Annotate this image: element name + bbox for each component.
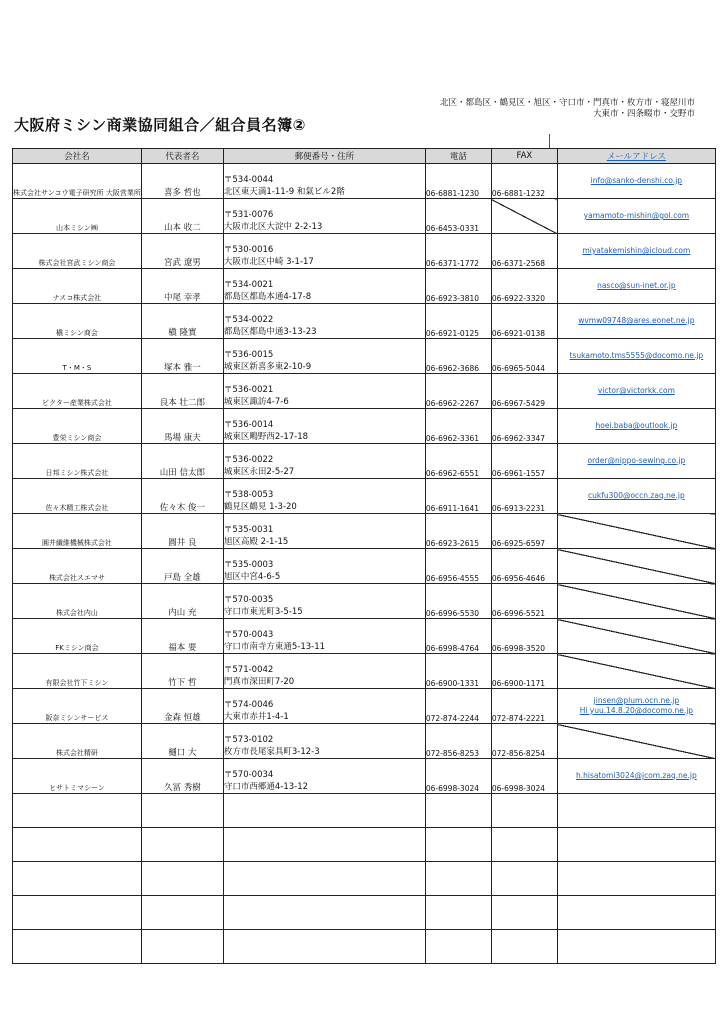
fax-number: 06-6881-1232 xyxy=(491,189,546,198)
email-cell xyxy=(557,234,715,269)
company-cell xyxy=(13,374,142,409)
blank-cell xyxy=(223,828,425,862)
fax-number: 06-6996-5521 xyxy=(491,609,546,618)
table-row xyxy=(13,724,716,759)
representative-cell xyxy=(141,654,223,689)
fax-number: 06-6962-3347 xyxy=(491,434,546,443)
phone-number: 06-6998-4764 xyxy=(425,644,480,653)
table-header-row xyxy=(13,149,716,164)
company-cell xyxy=(13,654,142,689)
blank-cell xyxy=(141,862,223,896)
fax-cell xyxy=(491,724,557,759)
phone-number: 06-6881-1230 xyxy=(425,189,480,198)
postal-code: 〒536-0014 xyxy=(223,420,274,430)
fax-cell xyxy=(491,479,557,514)
table-row xyxy=(13,759,716,794)
phone-number: 06-6923-2615 xyxy=(425,539,480,548)
address-cell xyxy=(223,654,425,689)
blank-cell xyxy=(223,794,425,828)
representative-name: 山本 收二 xyxy=(164,223,201,233)
representative-cell xyxy=(141,549,223,584)
street-address: 旭区中宮4-6-5 xyxy=(223,572,281,582)
email-cell xyxy=(557,164,715,199)
company-name: 有限会社竹下ミシン xyxy=(45,679,109,687)
table-row xyxy=(13,549,716,584)
postal-code: 〒570-0043 xyxy=(223,630,274,640)
phone-cell xyxy=(425,514,491,549)
fax-cell xyxy=(491,444,557,479)
table-row xyxy=(13,619,716,654)
phone-number: 072-856-8253 xyxy=(425,749,480,758)
fax-cell xyxy=(491,234,557,269)
address-cell xyxy=(223,514,425,549)
company-cell xyxy=(13,339,142,374)
service-areas-line-2: 大東市・四条畷市・交野市 xyxy=(592,109,695,119)
email-cell-empty xyxy=(557,619,715,654)
blank-cell xyxy=(491,794,557,828)
email-link[interactable]: cukfu300@occn.zaq.ne.jp xyxy=(588,491,685,500)
phone-cell xyxy=(425,339,491,374)
postal-code: 〒535-0031 xyxy=(223,525,274,535)
phone-cell xyxy=(425,304,491,339)
phone-cell xyxy=(425,759,491,794)
fax-number: 06-6913-2231 xyxy=(491,504,546,513)
header-company: 会社名 xyxy=(13,149,142,164)
email-link[interactable]: miyatakemishin@icloud.com xyxy=(582,246,691,255)
email-link[interactable]: nasco@sun-inet.or.jp xyxy=(597,281,676,290)
divider-tick xyxy=(549,134,550,148)
company-name: 阪奈ミシンサービス xyxy=(45,714,109,722)
phone-number: 06-6453-0331 xyxy=(425,224,480,233)
representative-cell xyxy=(141,339,223,374)
representative-cell xyxy=(141,619,223,654)
company-name: 株式会社スエマサ xyxy=(48,574,105,582)
address-cell xyxy=(223,339,425,374)
representative-name: 樋口 大 xyxy=(168,748,197,758)
phone-cell xyxy=(425,444,491,479)
phone-number: 06-6371-1772 xyxy=(425,259,480,268)
fax-number: 06-6998-3520 xyxy=(491,644,546,653)
postal-code: 〒534-0022 xyxy=(223,315,274,325)
phone-number: 06-6900-1331 xyxy=(425,679,480,688)
company-name: 佐々木精工株式会社 xyxy=(45,504,109,512)
company-cell xyxy=(13,234,142,269)
representative-cell xyxy=(141,759,223,794)
blank-cell xyxy=(13,896,142,930)
company-cell xyxy=(13,584,142,619)
blank-cell xyxy=(557,896,715,930)
email-cell-empty xyxy=(557,514,715,549)
email-cell xyxy=(557,409,715,444)
fax-cell xyxy=(491,269,557,304)
representative-cell xyxy=(141,199,223,234)
email-link[interactable]: order@nippo-sewing.co.jp xyxy=(587,456,686,465)
representative-name: 久冨 秀樹 xyxy=(164,783,201,793)
address-cell xyxy=(223,444,425,479)
representative-name: 喜多 哲也 xyxy=(164,188,201,198)
fax-cell xyxy=(491,514,557,549)
representative-name: 山田 信太郎 xyxy=(159,468,205,478)
header-fax: FAX xyxy=(491,149,557,164)
table-row xyxy=(13,199,716,234)
representative-name: 塚本 雅一 xyxy=(164,363,201,373)
street-address: 鶴見区鶴見 1-3-20 xyxy=(223,502,297,512)
company-name: 株式会社内山 xyxy=(55,609,98,617)
email-link[interactable]: hoei.baba@outlook.jp xyxy=(595,421,678,430)
email-link[interactable]: h.hisatomi3024@jcom.zaq.ne.jp xyxy=(576,771,697,780)
postal-code: 〒574-0046 xyxy=(223,700,274,710)
company-cell xyxy=(13,724,142,759)
blank-cell xyxy=(425,794,491,828)
blank-cell xyxy=(491,828,557,862)
blank-cell xyxy=(425,930,491,964)
representative-cell xyxy=(141,164,223,199)
phone-cell xyxy=(425,724,491,759)
address-cell xyxy=(223,199,425,234)
table-row xyxy=(13,444,716,479)
blank-cell xyxy=(491,896,557,930)
phone-cell xyxy=(425,479,491,514)
street-address: 門真市深田町7-20 xyxy=(223,677,295,687)
blank-cell xyxy=(13,828,142,862)
representative-name: 馬場 康夫 xyxy=(164,433,201,443)
fax-number: 06-6922-3320 xyxy=(491,294,546,303)
email-cell-empty xyxy=(557,724,715,759)
address-cell xyxy=(223,164,425,199)
street-address: 旭区高殿 2-1-15 xyxy=(223,537,289,547)
address-cell xyxy=(223,304,425,339)
company-cell xyxy=(13,689,142,724)
blank-cell xyxy=(491,930,557,964)
phone-number: 06-6923-3810 xyxy=(425,294,480,303)
address-cell xyxy=(223,689,425,724)
email-cell xyxy=(557,444,715,479)
phone-cell xyxy=(425,409,491,444)
phone-number: 072-874-2244 xyxy=(425,714,480,723)
email-cell xyxy=(557,374,715,409)
street-address: 北区東天満1-11-9 和氣ビル2階 xyxy=(223,187,345,197)
header-representative: 代表者名 xyxy=(141,149,223,164)
phone-cell xyxy=(425,374,491,409)
postal-code: 〒573-0102 xyxy=(223,735,274,745)
blank-cell xyxy=(425,862,491,896)
email-cell-empty xyxy=(557,549,715,584)
representative-name: 槇 隆實 xyxy=(168,328,197,338)
blank-cell xyxy=(425,896,491,930)
blank-cell xyxy=(223,896,425,930)
company-name: 槇ミシン商会 xyxy=(56,329,98,337)
fax-cell xyxy=(491,689,557,724)
fax-number: 06-6925-6597 xyxy=(491,539,546,548)
fax-number: 072-856-8254 xyxy=(491,749,546,758)
blank-row xyxy=(13,794,716,828)
representative-name: 竹下 哲 xyxy=(168,678,197,688)
phone-number: 06-6956-4555 xyxy=(425,574,480,583)
blank-cell xyxy=(13,930,142,964)
blank-cell xyxy=(141,794,223,828)
email-link[interactable]: wvmw09748@ares.eonet.ne.jp xyxy=(578,316,695,325)
fax-cell xyxy=(491,549,557,584)
address-cell xyxy=(223,409,425,444)
company-name: 株式会社宮武ミシン商会 xyxy=(38,259,116,267)
table-row xyxy=(13,514,716,549)
phone-cell xyxy=(425,234,491,269)
blank-cell xyxy=(13,794,142,828)
phone-cell xyxy=(425,199,491,234)
blank-cell xyxy=(141,828,223,862)
email-cell xyxy=(557,479,715,514)
representative-cell xyxy=(141,584,223,619)
company-name: 日邦ミシン株式会社 xyxy=(45,469,109,477)
postal-code: 〒570-0035 xyxy=(223,595,274,605)
fax-number: 072-874-2221 xyxy=(491,714,546,723)
blank-row xyxy=(13,930,716,964)
company-cell xyxy=(13,164,142,199)
email-link[interactable]: victor@victorkk.com xyxy=(597,386,675,395)
email-cell-empty xyxy=(557,584,715,619)
address-cell xyxy=(223,724,425,759)
representative-cell xyxy=(141,479,223,514)
company-name: ナスコ株式会社 xyxy=(52,294,102,302)
street-address: 大東市赤井1-4-1 xyxy=(223,712,289,722)
postal-code: 〒530-0016 xyxy=(223,245,274,255)
header-email: メールアドレス xyxy=(557,149,715,164)
fax-cell xyxy=(491,339,557,374)
postal-code: 〒536-0022 xyxy=(223,455,274,465)
postal-code: 〒531-0076 xyxy=(223,210,274,220)
phone-number: 06-6962-6551 xyxy=(425,469,480,478)
street-address: 城東区新喜多東2-10-9 xyxy=(223,362,312,372)
representative-name: 圓井 良 xyxy=(168,538,197,548)
postal-code: 〒570-0034 xyxy=(223,770,274,780)
representative-cell xyxy=(141,444,223,479)
blank-row xyxy=(13,862,716,896)
phone-number: 06-6998-3024 xyxy=(425,784,480,793)
fax-cell xyxy=(491,584,557,619)
address-cell xyxy=(223,584,425,619)
representative-name: 中尾 幸孝 xyxy=(164,293,201,303)
company-name: 豊栄ミシン商会 xyxy=(52,434,102,442)
street-address: 守口市西郷通4-13-12 xyxy=(223,782,309,792)
company-cell xyxy=(13,759,142,794)
representative-name: 佐々木 俊一 xyxy=(159,503,205,513)
blank-cell xyxy=(557,828,715,862)
fax-cell xyxy=(491,304,557,339)
service-areas-line-1: 北区・都島区・鶴見区・旭区・守口市・門真市・枚方市・寝屋川市 xyxy=(439,98,695,108)
company-cell xyxy=(13,444,142,479)
company-cell xyxy=(13,304,142,339)
address-cell xyxy=(223,549,425,584)
address-cell xyxy=(223,479,425,514)
page-title: 大阪府ミシン商業協同組合／組合員名簿② xyxy=(14,116,306,134)
fax-cell xyxy=(491,654,557,689)
fax-cell xyxy=(491,374,557,409)
street-address: 大阪市北区中崎 3-1-17 xyxy=(223,257,314,267)
fax-cell xyxy=(491,759,557,794)
street-address: 城東区諏訪4-7-6 xyxy=(223,397,289,407)
phone-cell xyxy=(425,619,491,654)
representative-cell xyxy=(141,234,223,269)
address-cell xyxy=(223,374,425,409)
email-cell xyxy=(557,304,715,339)
table-row xyxy=(13,234,716,269)
representative-cell xyxy=(141,409,223,444)
postal-code: 〒536-0021 xyxy=(223,385,274,395)
representative-name: 福本 要 xyxy=(168,643,197,653)
email-link[interactable]: jinsen@plum.ocn.ne.jp xyxy=(593,696,680,705)
representative-cell xyxy=(141,304,223,339)
company-name: 圓井繊維機械株式会社 xyxy=(41,539,112,547)
phone-cell xyxy=(425,689,491,724)
email-cell xyxy=(557,339,715,374)
blank-row xyxy=(13,896,716,930)
fax-number: 06-6956-4646 xyxy=(491,574,546,583)
phone-cell xyxy=(425,654,491,689)
fax-cell xyxy=(491,409,557,444)
email-cell xyxy=(557,199,715,234)
blank-cell xyxy=(141,930,223,964)
table-row xyxy=(13,374,716,409)
address-cell xyxy=(223,234,425,269)
fax-number: 06-6371-2568 xyxy=(491,259,546,268)
table-row xyxy=(13,269,716,304)
table-row xyxy=(13,689,716,724)
company-name: ビクター産業株式会社 xyxy=(42,399,112,407)
company-cell xyxy=(13,479,142,514)
company-cell xyxy=(13,549,142,584)
street-address: 城東区鴫野西2-17-18 xyxy=(223,432,309,442)
table-row xyxy=(13,409,716,444)
address-cell xyxy=(223,759,425,794)
table-row xyxy=(13,339,716,374)
company-name: 株式会社精研 xyxy=(55,749,98,757)
member-roster-table xyxy=(12,148,716,964)
postal-code: 〒538-0053 xyxy=(223,490,274,500)
postal-code: 〒571-0042 xyxy=(223,665,274,675)
company-name: 山本ミシン㈱ xyxy=(56,224,98,232)
blank-cell xyxy=(425,828,491,862)
fax-number: 06-6965-5044 xyxy=(491,364,546,373)
company-name: ヒサトミマシーン xyxy=(49,784,105,792)
fax-cell-empty xyxy=(491,199,557,234)
address-cell xyxy=(223,619,425,654)
phone-cell xyxy=(425,584,491,619)
header-phone: 電話 xyxy=(425,149,491,164)
blank-row xyxy=(13,828,716,862)
blank-cell xyxy=(491,862,557,896)
phone-cell xyxy=(425,549,491,584)
fax-number: 06-6921-0138 xyxy=(491,329,546,338)
representative-cell xyxy=(141,724,223,759)
company-name: T・M・S xyxy=(62,364,92,372)
fax-number: 06-6961-1557 xyxy=(491,469,546,478)
email-cell-empty xyxy=(557,654,715,689)
table-row xyxy=(13,479,716,514)
representative-name: 宮武 遼男 xyxy=(164,258,201,268)
representative-name: 戸島 全雄 xyxy=(164,573,201,583)
street-address: 都島区都島本通4-17-8 xyxy=(223,292,312,302)
street-address: 城東区永田2-5-27 xyxy=(223,467,295,477)
table-row xyxy=(13,164,716,199)
representative-name: 良本 壮二郎 xyxy=(159,398,205,408)
phone-number: 06-6921-0125 xyxy=(425,329,480,338)
fax-cell xyxy=(491,619,557,654)
phone-cell xyxy=(425,269,491,304)
representative-cell xyxy=(141,689,223,724)
header-address: 郵便番号・住所 xyxy=(223,149,425,164)
company-cell xyxy=(13,619,142,654)
company-name: 株式会社サンコウ電子研究所 大阪営業所 xyxy=(13,189,141,197)
blank-cell xyxy=(141,896,223,930)
phone-number: 06-6911-1641 xyxy=(425,504,480,513)
street-address: 枚方市長尾家具町3-12-3 xyxy=(223,747,320,757)
street-address: 都島区都島中通3-13-23 xyxy=(223,327,317,337)
postal-code: 〒535-0003 xyxy=(223,560,274,570)
email-link-secondary[interactable]: Hi yuu.14.8.20@docomo.ne.jp xyxy=(579,706,694,715)
phone-number: 06-6996-5530 xyxy=(425,609,480,618)
phone-number: 06-6962-3686 xyxy=(425,364,480,373)
email-cell xyxy=(557,759,715,794)
street-address: 守口市東光町3-5-15 xyxy=(223,607,303,617)
address-cell xyxy=(223,269,425,304)
blank-cell xyxy=(223,862,425,896)
phone-number: 06-6962-2267 xyxy=(425,399,480,408)
blank-cell xyxy=(557,862,715,896)
blank-cell xyxy=(13,862,142,896)
phone-cell xyxy=(425,164,491,199)
fax-number: 06-6900-1171 xyxy=(491,679,546,688)
blank-cell xyxy=(557,794,715,828)
service-areas xyxy=(395,98,695,120)
email-cell xyxy=(557,689,715,724)
postal-code: 〒536-0015 xyxy=(223,350,274,360)
email-cell xyxy=(557,269,715,304)
fax-number: 06-6967-5429 xyxy=(491,399,546,408)
email-link[interactable]: info@sanko-denshi.co.jp xyxy=(590,176,683,185)
table-row xyxy=(13,654,716,689)
phone-number: 06-6962-3361 xyxy=(425,434,480,443)
street-address: 大阪市北区大淀中 2-2-13 xyxy=(223,222,323,232)
postal-code: 〒534-0044 xyxy=(223,175,274,185)
representative-name: 金森 恒雄 xyxy=(164,713,201,723)
postal-code: 〒534-0021 xyxy=(223,280,274,290)
representative-name: 内山 充 xyxy=(168,608,197,618)
email-link[interactable]: yamamoto-mishin@gol.com xyxy=(583,211,690,220)
table-row xyxy=(13,304,716,339)
company-name: FKミシン商会 xyxy=(55,644,99,652)
fax-number: 06-6998-3024 xyxy=(491,784,546,793)
company-cell xyxy=(13,409,142,444)
blank-cell xyxy=(223,930,425,964)
representative-cell xyxy=(141,514,223,549)
fax-cell xyxy=(491,164,557,199)
company-cell xyxy=(13,199,142,234)
street-address: 守口市南寺方東通5-13-11 xyxy=(223,642,326,652)
blank-cell xyxy=(557,930,715,964)
email-link[interactable]: tsukamoto.tms5555@docomo.ne.jp xyxy=(569,351,704,360)
table-row xyxy=(13,584,716,619)
company-cell xyxy=(13,514,142,549)
representative-cell xyxy=(141,374,223,409)
representative-cell xyxy=(141,269,223,304)
company-cell xyxy=(13,269,142,304)
